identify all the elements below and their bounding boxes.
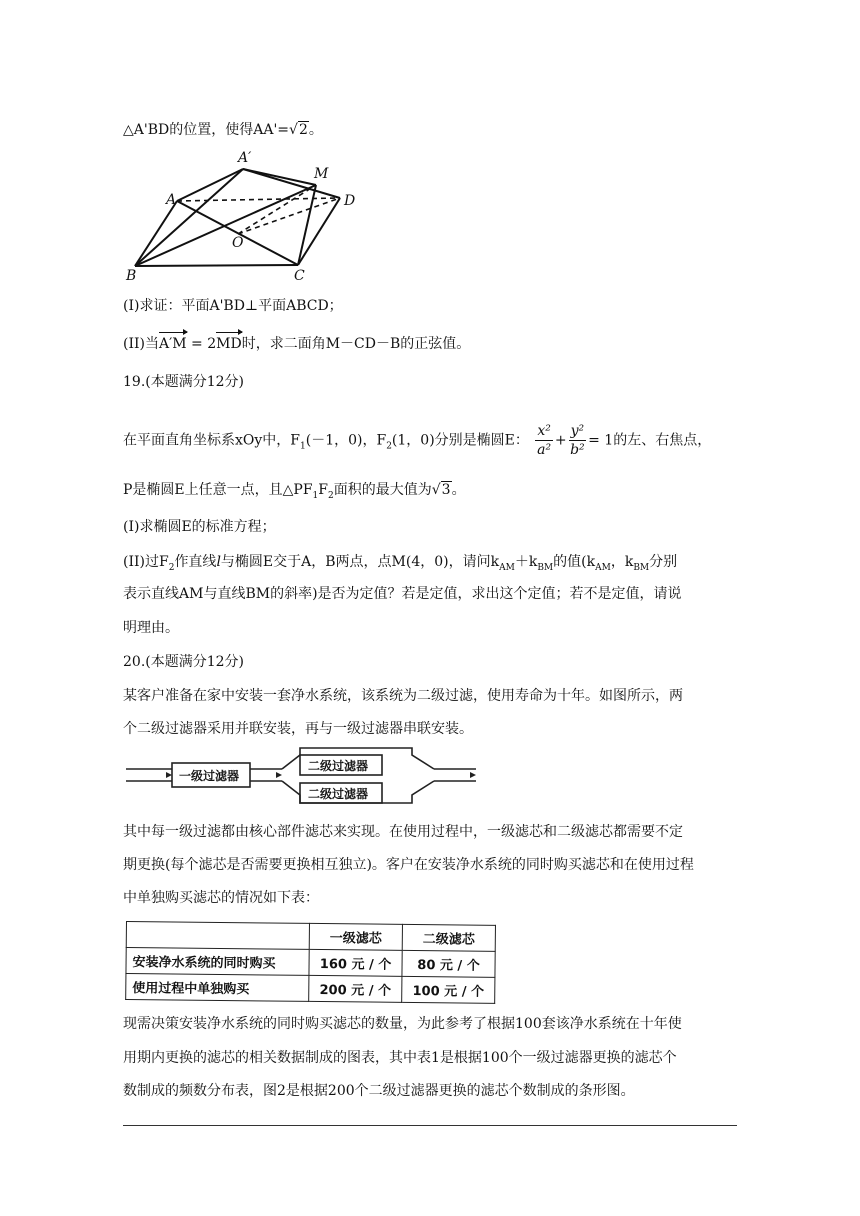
p20-line8: 数制成的频数分布表，图2是根据200个二级过滤器更换的滤芯个数制成的条形图。 [123, 1083, 635, 1099]
text: ＋k [514, 554, 538, 570]
sqrt-value: 3 [441, 482, 451, 498]
text: 在平面直角坐标系xOy中，F [123, 432, 300, 449]
p20-line2: 个二级过滤器采用并联安装，再与一级过滤器串联安装。 [123, 721, 473, 737]
p19-part2-line1 [123, 552, 677, 578]
text: (1，0)分别是椭圆E： [391, 432, 529, 449]
text: 分别 [649, 554, 678, 570]
p20-line7: 用期内更换的滤芯的相关数据制成的图表，其中表1是根据100个一级过滤器更换的滤芯个 [123, 1050, 677, 1066]
text: 与椭圆E交于A，B两点，点M(4，0)，请问k [220, 554, 500, 570]
p20-line1: 某客户准备在家中安装一套净水系统，该系统为二级过滤，使用寿命为十年。如图所示，两 [123, 688, 683, 704]
subscript: 2 [328, 490, 334, 501]
table-header: 一级滤芯 [309, 923, 402, 950]
text: 作直线 [174, 554, 217, 570]
text: F [318, 482, 328, 498]
subscript: BM [537, 562, 554, 573]
label-o: O [232, 235, 244, 251]
geometry-figure [120, 148, 370, 283]
fraction-x-over-a [535, 422, 553, 459]
text: 的左、右焦点， [613, 432, 712, 449]
numerator: y² [570, 423, 585, 439]
text: 面积的最大值为 [333, 482, 432, 498]
table-cell [126, 922, 309, 950]
text: ，k [610, 554, 634, 570]
p19-line2 [123, 480, 466, 506]
plus-sign: + [554, 432, 567, 449]
p18-part2 [123, 334, 470, 354]
p18-part1: (I)求证：平面A'BD⊥平面ABCD； [123, 298, 343, 314]
filter-diagram [122, 745, 482, 815]
p20-line6: 现需决策安装净水系统的同时购买滤芯的数量，为此参考了根据100套该净水系统在十年使 [123, 1016, 682, 1032]
sqrt-value: 2 [298, 122, 308, 138]
second-stage-filter-top-label: 二级过滤器 [308, 759, 369, 773]
p19-header: 19.(本题满分12分) [123, 374, 245, 390]
label-a-prime: A′ [238, 150, 252, 166]
table-cell: 80 元 / 个 [402, 950, 495, 977]
p20-line5: 中单独购买滤芯的情况如下表： [123, 890, 319, 906]
table-row [126, 974, 495, 1004]
text: = 1 [588, 432, 614, 449]
table-cell: 160 元 / 个 [309, 949, 402, 976]
subscript: 1 [300, 441, 306, 452]
subscript: BM [633, 562, 650, 573]
table-header: 二级滤芯 [402, 924, 495, 951]
table-row [126, 948, 495, 978]
denominator: b² [570, 442, 585, 458]
first-stage-filter-label: 一级过滤器 [179, 769, 240, 783]
label-a: A [166, 192, 177, 208]
sqrt-sign: √ [431, 482, 441, 498]
subscript: 1 [312, 490, 319, 501]
label-d: D [344, 193, 356, 209]
subscript: AM [595, 562, 611, 573]
subscript: 2 [168, 562, 175, 573]
text: (II)过F [123, 554, 169, 570]
price-table [125, 921, 496, 1004]
table-header-row [126, 922, 495, 952]
text: △A'BD的位置，使得AA'= [123, 122, 290, 138]
italic-l: l [216, 554, 221, 570]
footer-rule [123, 1125, 737, 1126]
p19-part2-line2: 表示直线AM与直线BM的斜率)是否为定值？若是定值，求出这个定值；若不是定值，请说 [123, 586, 682, 602]
text: P是椭圆E上任意一点，且△PF [123, 482, 313, 498]
numerator: x² [537, 423, 551, 439]
p19-part2-line3: 明理由。 [123, 620, 179, 636]
text: = 2 [186, 336, 217, 352]
text: 。 [308, 122, 323, 138]
text: 。 [451, 482, 466, 498]
p19-line1 [123, 422, 711, 459]
vector-md: MD [216, 336, 242, 352]
subscript: 2 [386, 441, 392, 452]
table-cell: 200 元 / 个 [309, 975, 402, 1002]
text: (II)当 [123, 336, 159, 352]
table-cell: 使用过程中单独购买 [126, 974, 309, 1002]
p20-line3: 其中每一级过滤都由核心部件滤芯来实现。在使用过程中，一级滤芯和二级滤芯都需要不定 [123, 824, 683, 840]
p19-part1: (I)求椭圆E的标准方程； [123, 519, 276, 535]
table-cell: 100 元 / 个 [402, 976, 495, 1003]
p20-line4: 期更换(每个滤芯是否需要更换相互独立)。客户在安装净水系统的同时购买滤芯和在使用过程 [123, 857, 694, 873]
label-m: M [314, 166, 329, 182]
p18-intro-line [123, 120, 323, 140]
fraction-y-over-b [569, 422, 587, 459]
second-stage-filter-bottom-label: 二级过滤器 [308, 787, 369, 801]
text: 的值(k [553, 554, 596, 570]
text: (－1，0)，F [305, 432, 387, 449]
p20-header: 20.(本题满分12分) [123, 654, 245, 670]
label-b: B [126, 268, 137, 283]
text: 时，求二面角M－CD－B的正弦值。 [241, 336, 471, 352]
denominator: a² [537, 442, 552, 458]
table-cell: 安装净水系统的同时购买 [126, 948, 309, 976]
sqrt-sign: √ [289, 122, 298, 138]
vector-a-prime-m: A′M [158, 336, 187, 352]
label-c: C [294, 268, 305, 283]
subscript: AM [499, 562, 515, 573]
